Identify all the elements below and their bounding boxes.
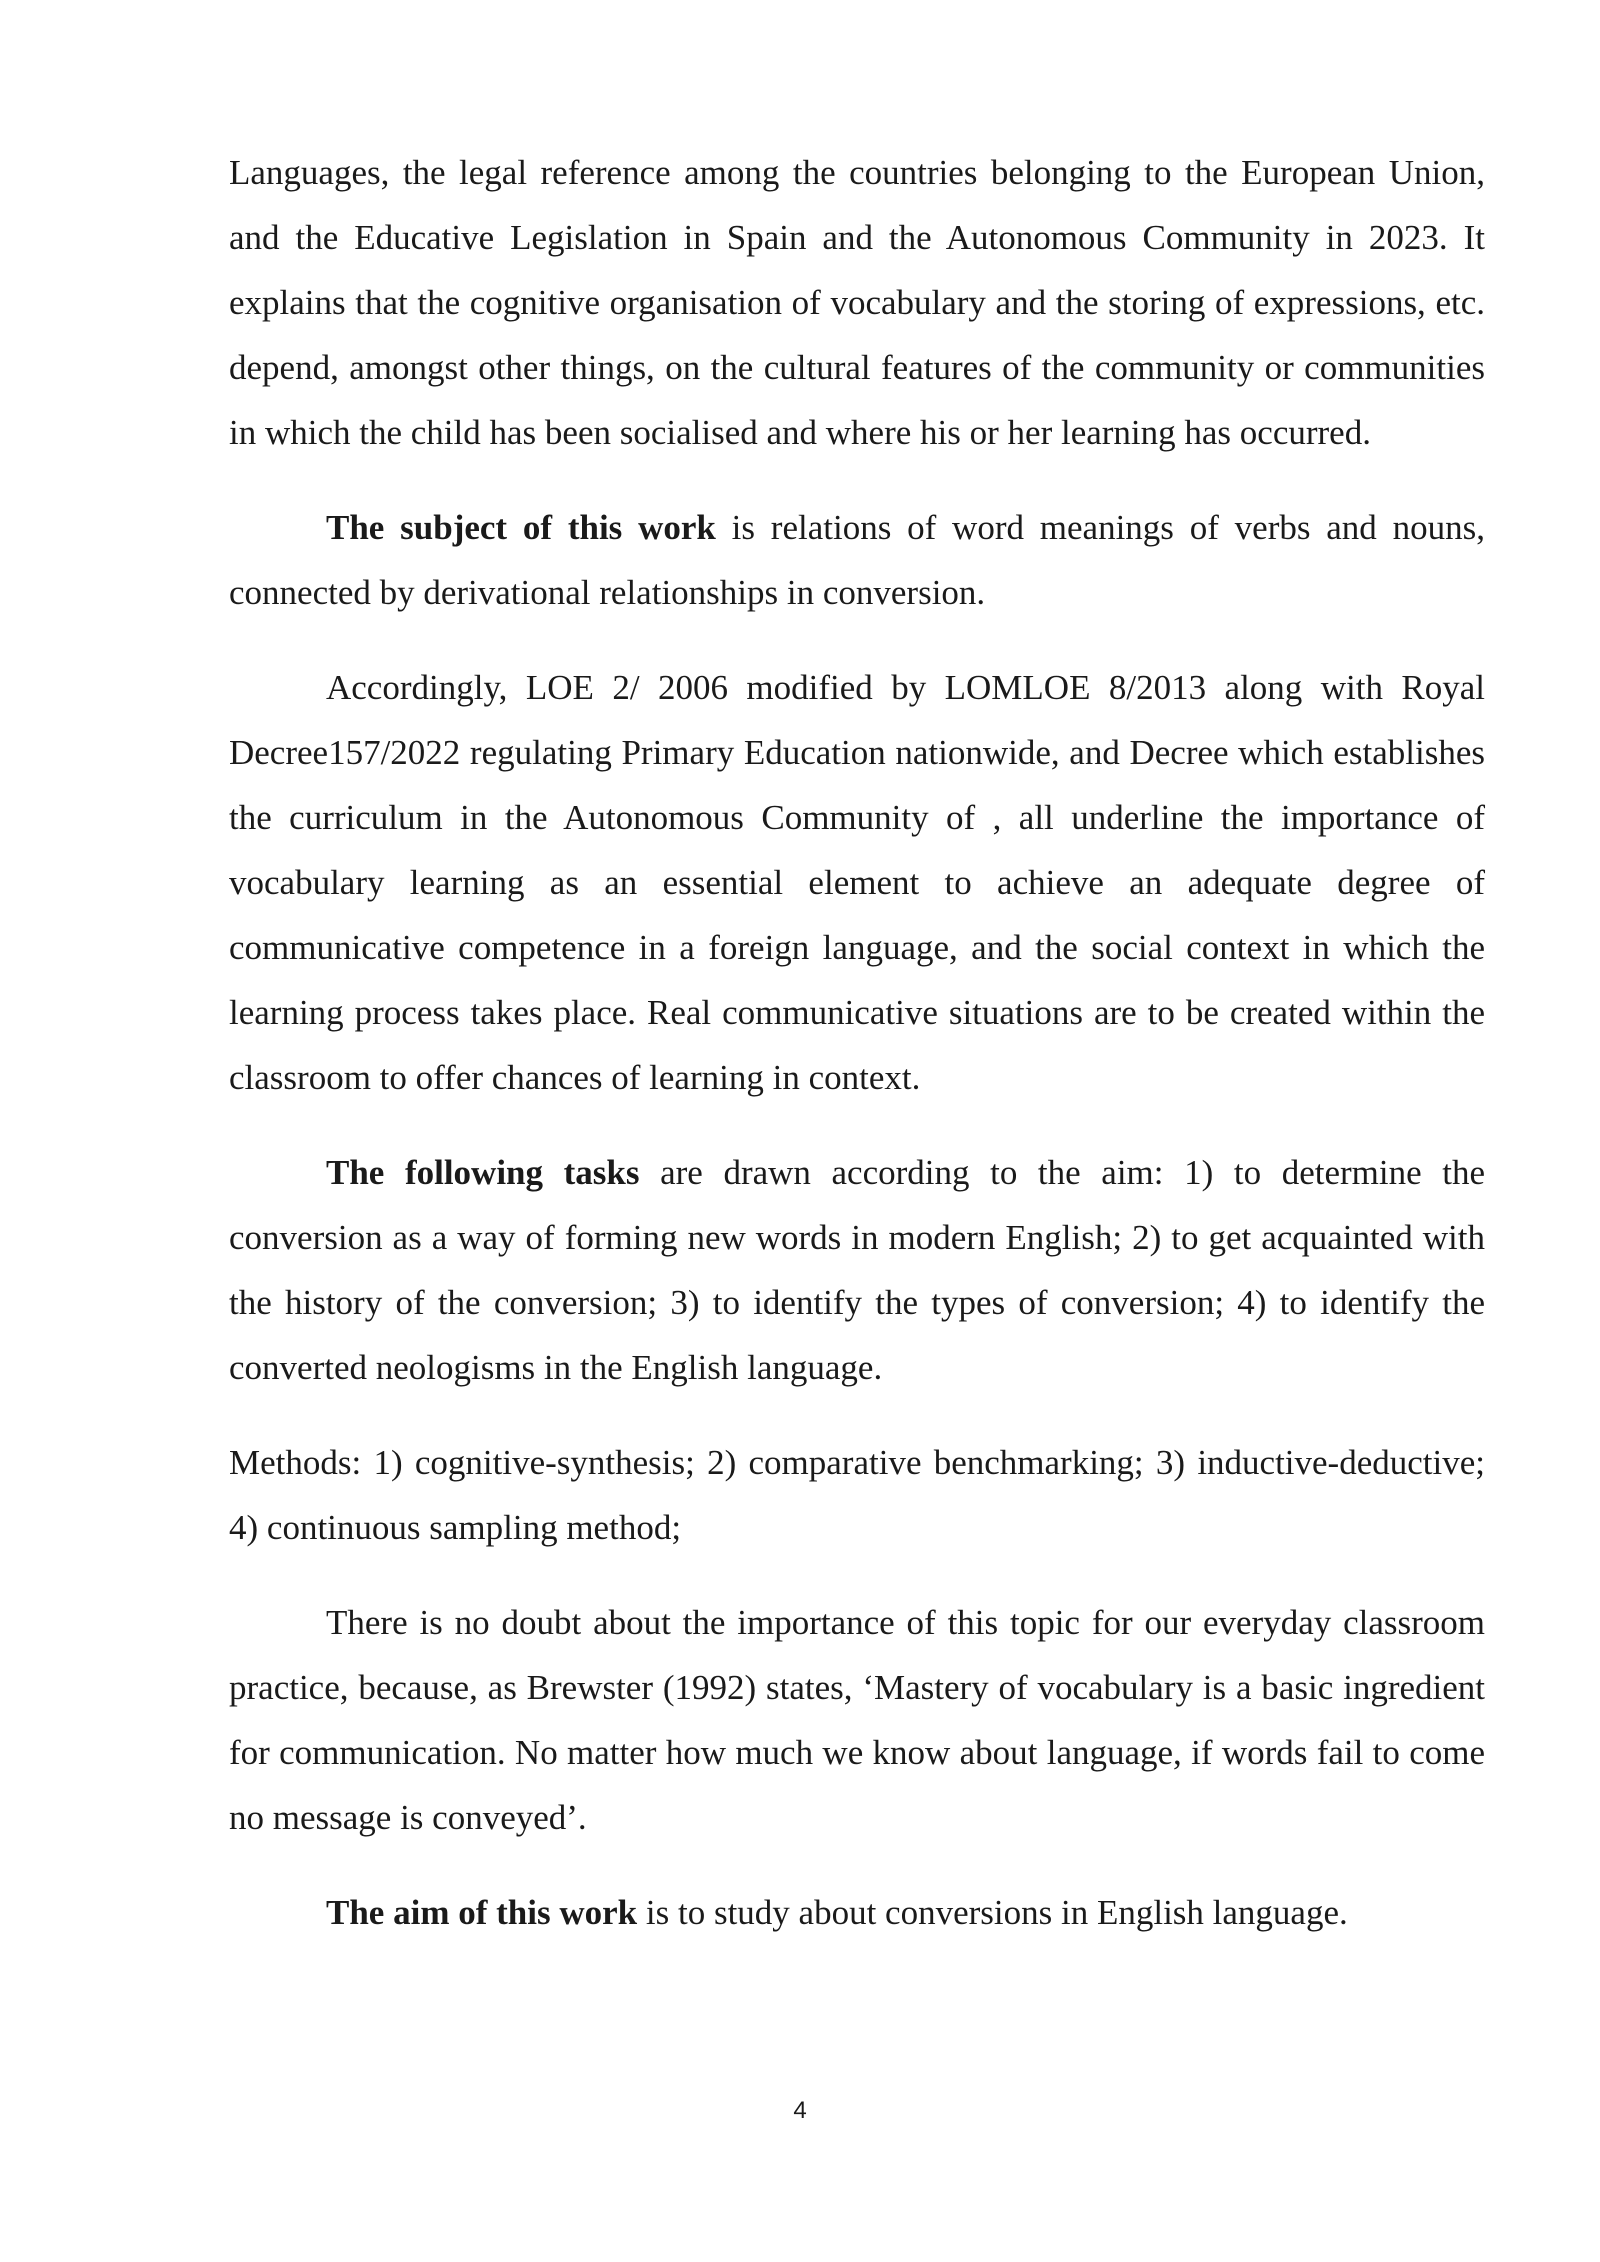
- paragraph-legislation: [229, 655, 1485, 1110]
- paragraph-tasks: [229, 1140, 1485, 1400]
- paragraph-legislation-context: [229, 140, 1485, 465]
- paragraph-text: is to study about conversions in English language.: [637, 1893, 1348, 1932]
- paragraph-text: is relations of word meanings of verbs and nouns, connected by derivational relationships in conversion.: [229, 508, 1485, 612]
- paragraph-text: are drawn according to the aim: 1) to determine the conversion as a way of forming new words in modern English; 2) to get acquainted with the history of the conversion; 3) to identify the types of conversion; 4) to identify the converted neologisms in the English language.: [229, 1153, 1486, 1387]
- paragraph-lead: The aim of this work: [326, 1893, 638, 1932]
- paragraph-text: Accordingly, LOE 2/ 2006 modified by LOMLOE 8/2013 along with Royal Decree157/2022 regulating Primary Education nationwide, and Decree which establishes the curriculum in the Autonomous Community of , all underline the importance of vocabulary learning as an essential element to achieve an adequate degree of communicative competence in a foreign language, and the social context in which the learning process takes place. Real communicative situations are to be created within the classroom to offer chances of learning in context.: [229, 668, 1485, 1097]
- page-number: 4: [793, 2097, 807, 2124]
- paragraph-text: Methods: 1) cognitive-synthesis; 2) comparative benchmarking; 3) inductive-deductive; 4) continuous sampling method;: [229, 1443, 1485, 1547]
- paragraph-subject: [229, 495, 1485, 625]
- paragraph-text: Languages, the legal reference among the countries belonging to the European Union, and the Educative Legislation in Spain and the Autonomous Community in 2023. It explains that the cognitive organisation of vocabulary and the storing of expressions, etc. depend, amongst other things, on the cultural features of the community or communities in which the child has been socialised and where his or her learning has occurred.: [229, 153, 1485, 452]
- paragraph-lead: The subject of this work: [326, 508, 716, 547]
- paragraph-text: There is no doubt about the importance of this topic for our everyday classroom practice, because, as Brewster (1992) states, ‘Mastery of vocabulary is a basic ingredient for communication. No matter how much we know about language, if words fail to come no message is conveyed’.: [229, 1603, 1485, 1837]
- paragraph-lead: The following tasks: [326, 1153, 640, 1192]
- paragraph-aim: [229, 1880, 1485, 1945]
- paragraph-methods: [229, 1430, 1485, 1560]
- paragraph-importance: [229, 1590, 1485, 1850]
- document-body: [229, 140, 1485, 1975]
